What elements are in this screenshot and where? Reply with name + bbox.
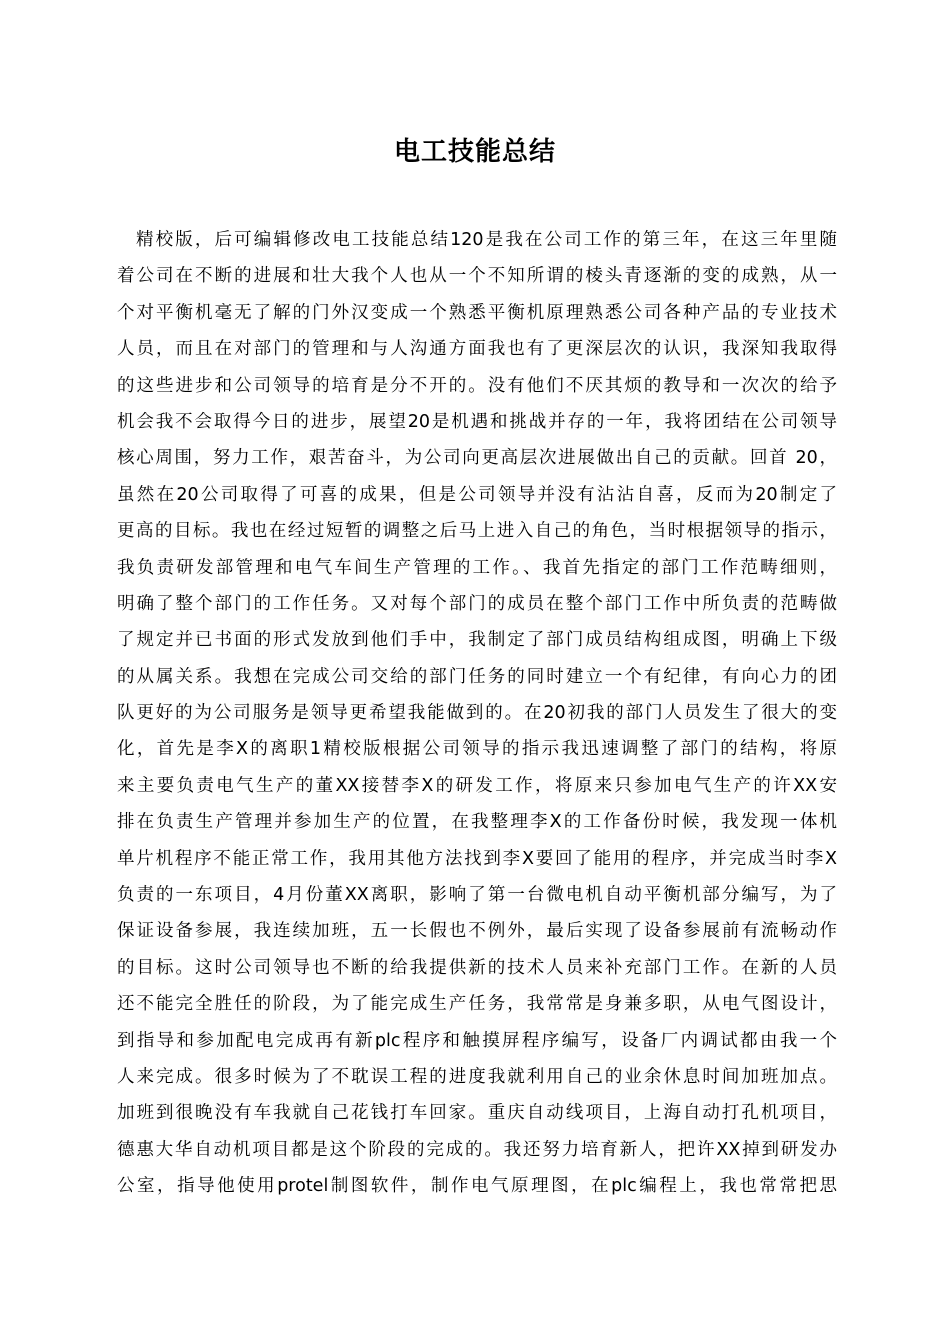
body-line: 机会我不会取得今日的进步，展望20是机遇和挑战并存的一年，我将团结在公司领导 — [117, 411, 837, 432]
body-line: 人员，而且在对部门的管理和与人沟通方面我也有了更深层次的认识，我深知我取得 — [117, 339, 837, 360]
body-line: 着公司在不断的进展和壮大我个人也从一个不知所谓的棱头青逐渐的变的成熟，从一 — [117, 266, 837, 287]
body-line: 核心周围，努力工作，艰苦奋斗，为公司向更高层次进展做出自己的贡献。回首 20， — [117, 448, 837, 469]
document-body — [117, 222, 837, 1205]
body-line: 德惠大华自动机项目都是这个阶段的完成的。我还努力培育新人，把许XX掉到研发办 — [117, 1139, 837, 1160]
body-line: 的这些进步和公司领导的培育是分不开的。没有他们不厌其烦的教导和一次次的给予 — [117, 375, 837, 396]
body-line: 虽然在20公司取得了可喜的成果，但是公司领导并没有沾沾自喜，反而为20制定了 — [117, 484, 837, 505]
body-line: 明确了整个部门的工作任务。又对每个部门的成员在整个部门工作中所负责的范畴做 — [117, 593, 837, 614]
body-line: 化，首先是李X的离职1精校版根据公司领导的指示我迅速调整了部门的结构，将原 — [117, 739, 837, 760]
body-line: 负责的一东项目，4月份董XX离职，影响了第一台微电机自动平衡机部分编写，为了 — [117, 885, 837, 906]
body-line: 到指导和参加配电完成再有新plc程序和触摸屏程序编写，设备厂内调试都由我一个 — [117, 1030, 837, 1051]
document-title: 电工技能总结 — [393, 137, 556, 167]
body-line: 加班到很晚没有车我就自己花钱打车回家。重庆自动线项目，上海自动打孔机项目， — [117, 1103, 837, 1124]
body-line: 保证设备参展，我连续加班，五一长假也不例外，最后实现了设备参展前有流畅动作 — [117, 921, 837, 942]
body-line: 更高的目标。我也在经过短暂的调整之后马上进入自己的角色，当时根据领导的指示， — [117, 521, 837, 542]
body-line: 我负责研发部管理和电气车间生产管理的工作。、我首先指定的部门工作范畴细则， — [117, 557, 837, 578]
body-line: 公室，指导他使用protel制图软件，制作电气原理图，在plc编程上，我也常常把思 — [117, 1176, 837, 1197]
body-line: 来主要负责电气生产的董XX接替李X的研发工作，将原来只参加电气生产的许XX安 — [117, 775, 837, 796]
body-line: 排在负责生产管理并参加生产的位置，在我整理李X的工作备份时候，我发现一体机 — [117, 812, 837, 833]
body-line: 的从属关系。我想在完成公司交给的部门任务的同时建立一个有纪律，有向心力的团 — [117, 666, 837, 687]
body-line: 还不能完全胜任的阶段，为了能完成生产任务，我常常是身兼多职，从电气图设计， — [117, 994, 837, 1015]
body-line: 人来完成。很多时候为了不耽误工程的进度我就利用自己的业余休息时间加班加点。 — [117, 1066, 837, 1087]
body-line: 单片机程序不能正常工作，我用其他方法找到李X要回了能用的程序，并完成当时李X — [117, 848, 837, 869]
body-line: 队更好的为公司服务是领导更希望我能做到的。在20初我的部门人员发生了很大的变 — [117, 703, 837, 724]
body-line: 的目标。这时公司领导也不断的给我提供新的技术人员来补充部门工作。在新的人员 — [117, 957, 837, 978]
body-line: 个对平衡机毫无了解的门外汉变成一个熟悉平衡机原理熟悉公司各种产品的专业技术 — [117, 302, 837, 323]
body-line: 精校版，后可编辑修改电工技能总结120是我在公司工作的第三年，在这三年里随 — [136, 230, 837, 250]
body-line: 了规定并已书面的形式发放到他们手中，我制定了部门成员结构组成图，明确上下级 — [117, 630, 837, 651]
